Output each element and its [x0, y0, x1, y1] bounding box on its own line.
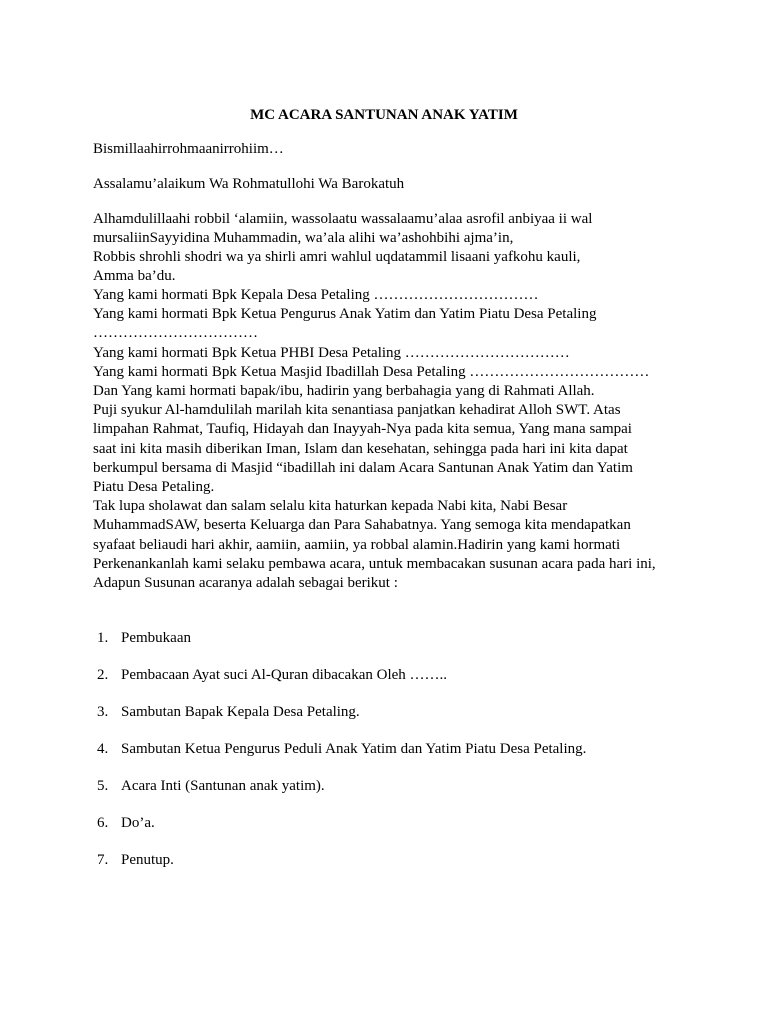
list-item-number: 4.: [97, 741, 109, 757]
body-line: saat ini kita masih diberikan Iman, Islam dan kesehatan, sehingga pada hari ini kita dapat: [93, 441, 628, 457]
list-item-number: 5.: [97, 778, 109, 794]
body-line: syafaat beliaudi hari akhir, aamiin, aamiin, ya robbal alamin.Hadirin yang kami hormati: [93, 537, 621, 553]
body-line: limpahan Rahmat, Taufiq, Hidayah dan Inayyah-Nya pada kita semua, Yang mana sampai: [93, 421, 632, 437]
document-title: MC ACARA SANTUNAN ANAK YATIM: [250, 107, 518, 123]
body-line: Dan Yang kami hormati bapak/ibu, hadirin yang berbahagia yang di Rahmati Allah.: [93, 383, 595, 399]
list-item-text: Pembukaan: [121, 630, 191, 646]
body-line: Robbis shrohli shodri wa ya shirli amri wahlul uqdatammil lisaani yafkohu kauli,: [93, 249, 581, 265]
list-item-number: 6.: [97, 815, 109, 831]
body-line: Piatu Desa Petaling.: [93, 479, 215, 495]
body-line: Perkenankanlah kami selaku pembawa acara, untuk membacakan susunan acara pada hari ini,: [93, 556, 656, 572]
list-item-text: Do’a.: [121, 815, 155, 831]
list-item-number: 3.: [97, 704, 109, 720]
body-line: Adapun Susunan acaranya adalah sebagai berikut :: [93, 575, 398, 591]
list-item-number: 7.: [97, 852, 109, 868]
body-line: Yang kami hormati Bpk Ketua Masjid Ibadillah Desa Petaling ………………………………: [93, 364, 650, 380]
list-item-number: 2.: [97, 667, 109, 683]
list-item-text: Sambutan Bapak Kepala Desa Petaling.: [121, 704, 360, 720]
list-item-text: Acara Inti (Santunan anak yatim).: [121, 778, 325, 794]
list-item-number: 1.: [97, 630, 109, 646]
body-line: Yang kami hormati Bpk Ketua Pengurus Anak Yatim dan Yatim Piatu Desa Petaling: [93, 306, 597, 322]
body-line: mursaliinSayyidina Muhammadin, wa’ala alihi wa’ashohbihi ajma’in,: [93, 230, 514, 246]
body-line: Puji syukur Al-hamdulilah marilah kita senantiasa panjatkan kehadirat Alloh SWT. Atas: [93, 402, 621, 418]
salam-line: Assalamu’alaikum Wa Rohmatullohi Wa Barokatuh: [93, 176, 405, 192]
body-line: berkumpul bersama di Masjid “ibadillah ini dalam Acara Santunan Anak Yatim dan Yatim: [93, 460, 633, 476]
opening-line: Bismillaahirrohmaanirrohiim…: [93, 141, 284, 157]
list-item-text: Penutup.: [121, 852, 174, 868]
body-line: Alhamdulillaahi robbil ‘alamiin, wassolaatu wassalaamu’alaa asrofil anbiyaa ii wal: [93, 211, 593, 227]
body-line: Tak lupa sholawat dan salam selalu kita haturkan kepada Nabi kita, Nabi Besar: [93, 498, 568, 514]
body-line: ……………………………: [93, 325, 258, 341]
body-line: MuhammadSAW, beserta Keluarga dan Para Sahabatnya. Yang semoga kita mendapatkan: [93, 517, 631, 533]
list-item-text: Pembacaan Ayat suci Al-Quran dibacakan Oleh ……..: [121, 667, 448, 683]
list-item-text: Sambutan Ketua Pengurus Peduli Anak Yatim dan Yatim Piatu Desa Petaling.: [121, 741, 587, 757]
body-line: Amma ba’du.: [93, 268, 176, 284]
body-line: Yang kami hormati Bpk Ketua PHBI Desa Petaling ……………………………: [93, 345, 570, 361]
body-line: Yang kami hormati Bpk Kepala Desa Petaling ……………………………: [93, 287, 539, 303]
